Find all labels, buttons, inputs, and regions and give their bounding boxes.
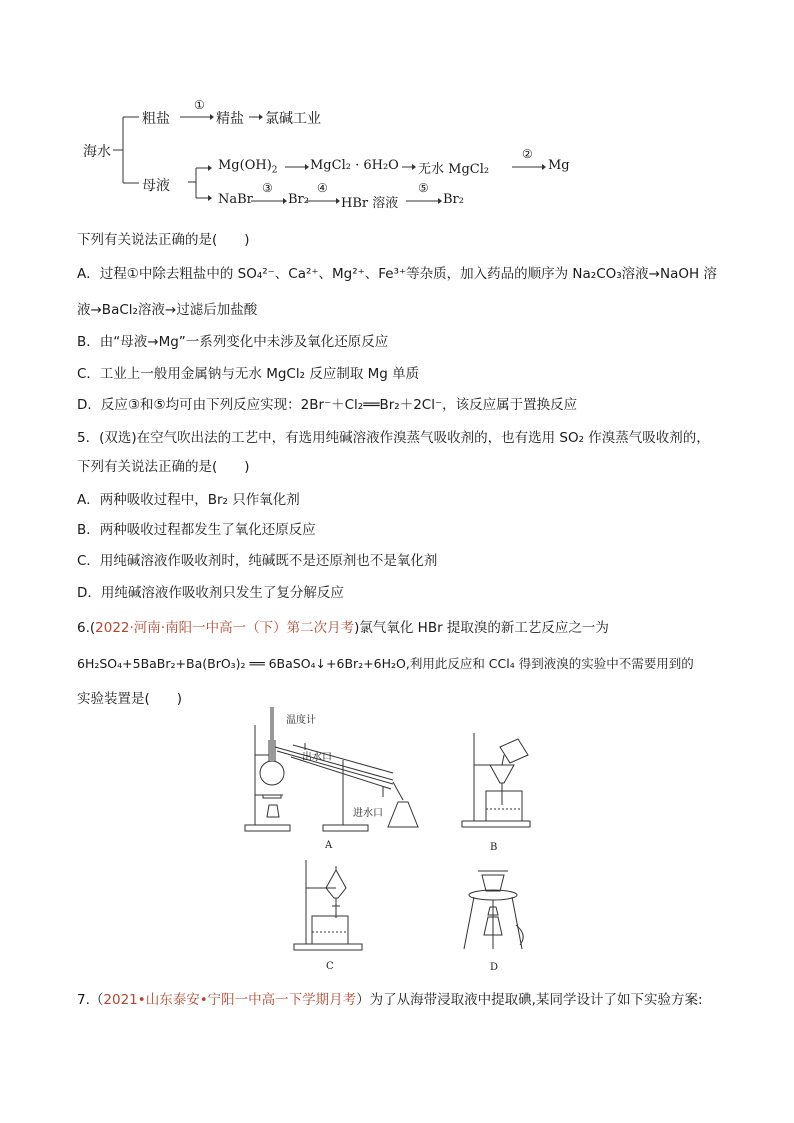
label-c: C <box>326 961 334 972</box>
flow-seawater: 海水 <box>83 144 111 160</box>
q6-source: 2022·河南·南阳一中高一（下）第二次月考 <box>95 620 355 636</box>
q6-stem-line1: 6.(2022·河南·南阳一中高一（下）第二次月考)氯气氧化 HBr 提取溴的新工艺反应之一为 <box>77 620 609 636</box>
arrow-icon <box>285 163 309 171</box>
flow-step2: ② <box>522 147 533 161</box>
label-d: D <box>490 962 499 973</box>
q7-stem: 7.（2021•山东泰安•宁阳一中高一下学期月考）为了从海带浸取液中提取碘,某同学设计了如下实验方案: <box>77 992 703 1008</box>
q5-option-c: C．用纯碱溶液作吸收剂时，纯碱既不是还原剂也不是氧化剂 <box>77 553 438 569</box>
q5-option-d: D．用纯碱溶液作吸收剂只发生了复分解反应 <box>77 585 344 601</box>
label-water-inlet: 进水口 <box>353 808 383 819</box>
flow-sub-bracket <box>188 162 212 202</box>
q4-option-d: D．反应③和⑤均可由下列反应实现：2Br⁻＋Cl₂══Br₂＋2Cl⁻，该反应属于置换反应 <box>77 397 578 413</box>
flow-refined-salt: 精盐 <box>216 111 244 127</box>
label-b: B <box>490 842 498 853</box>
q4-stem: 下列有关说法正确的是( ) <box>77 232 250 248</box>
flow-hbr: HBr 溶液 <box>341 196 399 211</box>
flow-chlor-alkali: 氯碱工业 <box>265 111 321 127</box>
separatory-funnel-icon <box>292 858 367 953</box>
arrow-icon <box>512 163 546 171</box>
q4-option-c: C．工业上一般用金属钠与无水 MgCl₂ 反应制取 Mg 单质 <box>77 366 420 382</box>
flow-crude-salt: 粗盐 <box>142 111 170 127</box>
q5-stem-line2: 下列有关说法正确的是( ) <box>77 459 250 475</box>
flow-step4: ④ <box>317 181 328 195</box>
flow-mother-liquor: 母液 <box>142 178 170 194</box>
flow-anhydrous-mgcl2: 无水 MgCl₂ <box>418 162 490 177</box>
label-water-outlet: 出水口 <box>302 752 332 763</box>
q4-option-b: B．由“母液→Mg”一系列变化中未涉及氧化还原反应 <box>77 334 389 350</box>
flow-mgcl2-6h2o: MgCl₂ · 6H₂O <box>310 158 399 173</box>
label-thermometer: 温度计 <box>286 715 316 726</box>
evaporation-tripod-icon <box>458 865 533 955</box>
arrow-icon <box>406 197 442 205</box>
flow-br2: Br₂ <box>288 192 309 207</box>
q6-stem-line3: 实验装置是( ) <box>77 691 183 707</box>
q5-option-b: B．两种吸收过程都发生了氧化还原反应 <box>77 522 316 538</box>
q4-option-a-line1: A．过程①中除去粗盐中的 SO₄²⁻、Ca²⁺、Mg²⁺、Fe³⁺等杂质，加入药品的顺序为 Na₂CO₃溶液→NaOH 溶 <box>77 266 717 282</box>
distillation-apparatus-icon <box>243 705 423 835</box>
arrow-icon <box>251 197 287 205</box>
flow-mg: Mg <box>548 158 570 173</box>
q4-option-a-line2: 液→BaCl₂溶液→过滤后加盐酸 <box>77 302 258 318</box>
arrow-icon <box>180 113 214 121</box>
arrow-icon <box>306 197 340 205</box>
flow-step3: ③ <box>262 181 273 195</box>
label-a: A <box>325 840 333 851</box>
flow-mgoh2: $Mg(OH)_2$ <box>218 158 278 176</box>
flow-step1: ① <box>194 98 205 112</box>
flow-nabr: NaBr <box>218 192 253 207</box>
filtration-apparatus-icon <box>460 725 535 830</box>
q7-source: 2021•山东泰安•宁阳一中高一下学期月考 <box>103 992 357 1008</box>
arrow-icon <box>402 163 416 171</box>
q6-equation: 6H₂SO₄+5BaBr₂+Ba(BrO₃)₂ ══ 6BaSO₄↓+6Br₂+6H₂O,利用此反应和 CCl₄ 得到液溴的实验中不需要用到的 <box>77 656 694 671</box>
flow-br2-final: Br₂ <box>443 192 464 207</box>
q5-stem-line1: 5．(双选)在空气吹出法的工艺中，有选用纯碱溶液作溴蒸气吸收剂的，也有选用 SO₂ 作溴蒸气吸收剂的， <box>77 430 710 446</box>
q5-option-a: A．两种吸收过程中，Br₂ 只作氧化剂 <box>77 492 300 508</box>
flow-step5: ⑤ <box>418 181 429 195</box>
arrow-icon <box>249 113 263 121</box>
